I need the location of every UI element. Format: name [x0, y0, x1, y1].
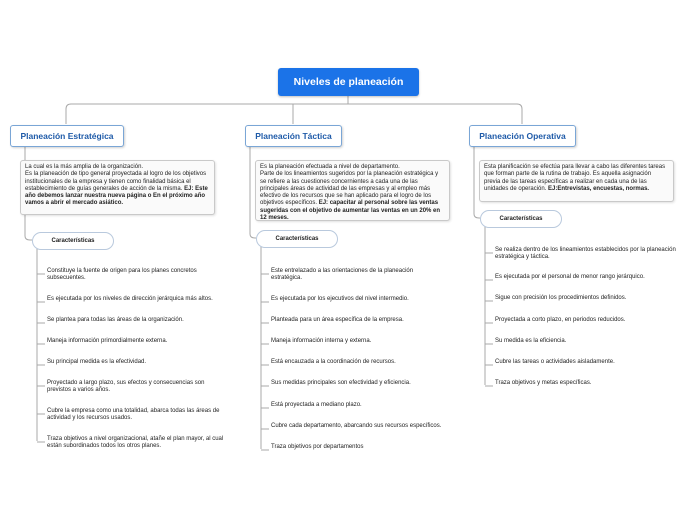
list-item[interactable]: Sus medidas principales son efectividad y eficiencia.	[271, 380, 411, 386]
list-item[interactable]: Cubre la empresa como una totalidad, abarca todas las áreas de actividad y los recursos usados.	[47, 408, 220, 422]
list-item[interactable]: Proyectada a corto plazo, en periodos reducidos.	[495, 317, 626, 323]
branch-node-operativa[interactable]: Planeación Operativa	[469, 125, 576, 147]
list-item[interactable]: Sigue con precisión los procedimientos definidos.	[495, 295, 627, 301]
list-item[interactable]: Proyectado a largo plazo, sus efectos y consecuencias son previstos a varios años.	[47, 380, 205, 394]
characteristics-node-estrategica[interactable]: Características	[32, 232, 114, 250]
list-item[interactable]: Este entrelazado a las orientaciones de la planeación estratégica.	[271, 268, 414, 282]
list-item[interactable]: Es ejecutada por el personal de menor rango jerárquico.	[495, 274, 645, 280]
description-estrategica	[20, 160, 215, 215]
list-item[interactable]: Es ejecutada por los ejecutivos del nivel intermedio.	[271, 296, 409, 302]
list-item[interactable]: Está encauzada a la coordinación de recursos.	[271, 359, 396, 365]
list-item[interactable]: Planteada para un área específica de la empresa.	[271, 317, 404, 323]
list-item[interactable]: Está proyectada a mediano plazo.	[271, 402, 362, 408]
list-item[interactable]: Traza objetivos a nivel organizacional, atañe el plan mayor, al cual están subordinados todos los otros planes.	[47, 436, 224, 450]
description-operativa	[479, 160, 674, 202]
list-item[interactable]: Se realiza dentro de los lineamientos establecidos por la planeación estratégica y táctica.	[495, 247, 676, 261]
description-example: EJ:Entrevistas, encuestas, normas.	[546, 185, 650, 192]
description-text: La cual es la más amplia de la organización. Es la planeación de tipo general proyectada al logro de los objetivos institucionales de la empresa y tienen como finalidad básica el establecimiento de guías generales de acción de la misma.	[25, 164, 207, 192]
characteristics-node-tactica[interactable]: Características	[256, 230, 338, 248]
list-item[interactable]: Traza objetivos y metas específicas.	[495, 380, 592, 386]
list-item[interactable]: Su principal medida es la efectividad.	[47, 359, 147, 365]
list-item[interactable]: Cubre cada departamento, abarcando sus recursos específicos.	[271, 423, 442, 429]
connector-branches	[66, 104, 522, 124]
root-node[interactable]: Niveles de planeación	[278, 68, 419, 96]
list-item[interactable]: Constituye la fuente de origen para los planes concretos subsecuentes.	[47, 268, 197, 282]
description-example: EJ: Este año debemos lanzar nuestra nueva página o En el próximo año vamos a abrir el mercado asiático.	[25, 185, 208, 207]
list-item[interactable]: Su medida es la eficiencia.	[495, 338, 567, 344]
list-item[interactable]: Maneja información interna y externa.	[271, 338, 372, 344]
description-text: Esta planificación se efectúa para llevar a cabo las diferentes tareas que forman parte de la rutina de trabajo. Es aquella asignación previa de las tareas específicas a realizar en cada una de las unidades de operación.	[484, 164, 666, 192]
list-item[interactable]: Se plantea para todas las áreas de la organización.	[47, 317, 184, 323]
list-item[interactable]: Cubre las tareas o actividades aisladamente.	[495, 359, 615, 365]
list-item[interactable]: Traza objetivos por departamentos	[271, 444, 364, 450]
characteristics-node-operativa[interactable]: Características	[480, 210, 562, 228]
branch-node-estrategica[interactable]: Planeación Estratégica	[10, 125, 124, 147]
description-tactica	[255, 160, 450, 221]
branch-node-tactica[interactable]: Planeación Táctica	[245, 125, 342, 147]
description-example: EJ: capacitar al personal sobre las ventas sugeridas con el objetivo de aumentar las ventas en un 20% en 12 meses.	[260, 200, 441, 222]
list-item[interactable]: Maneja información primordialmente externa.	[47, 338, 168, 344]
list-item[interactable]: Es ejecutada por los niveles de dirección jerárquica más altos.	[47, 296, 213, 302]
description-text: Es la planeación efectuada a nivel de departamento. Parte de los lineamientos sugeridos por la planeación estratégica y se refiere a las cuestiones concernientes a cada una de las principales áreas de actividad de las empresas y al empleo más efectivo de los recursos que se han aplicado para el logro de los objetivos específicos.	[260, 164, 439, 207]
